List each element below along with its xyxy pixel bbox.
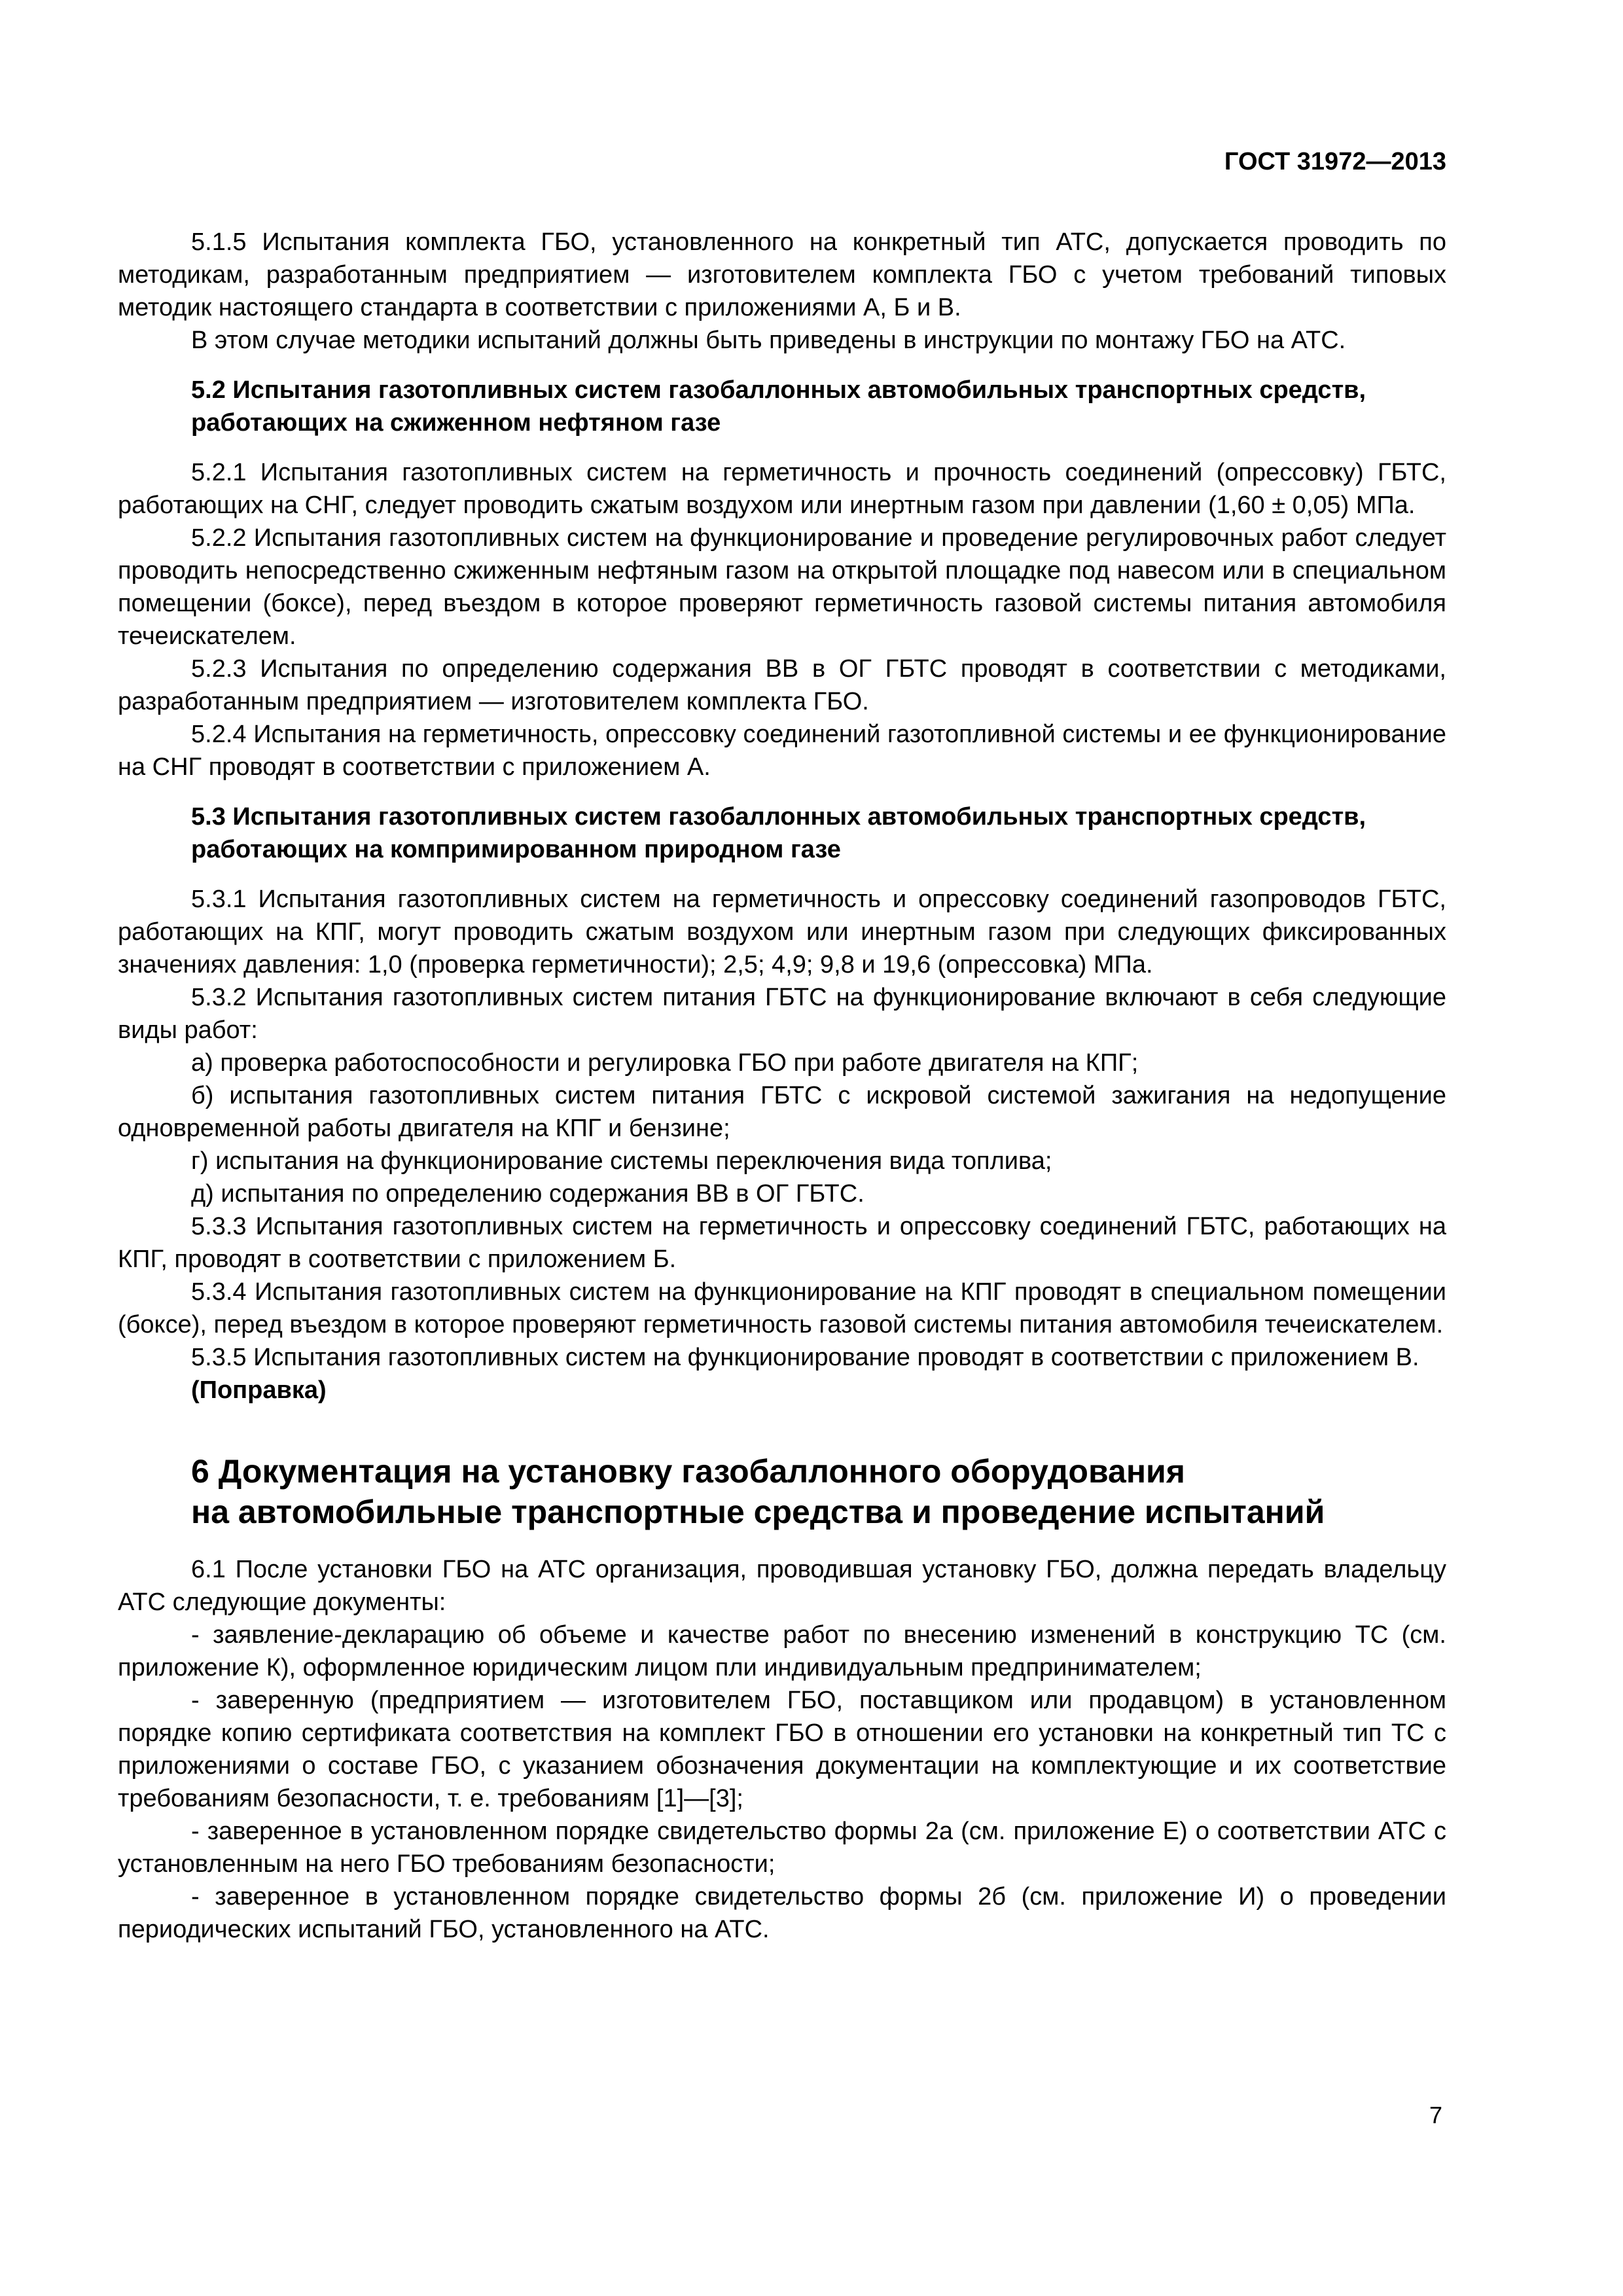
standard-code-header: ГОСТ 31972—2013: [1224, 148, 1446, 175]
chapter-heading-6-line1: 6 Документация на установку газобаллонного оборудования: [191, 1453, 1185, 1490]
list-item-5-3-2-a: а) проверка работоспособности и регулировка ГБО при работе двигателя на КПГ;: [191, 1049, 1139, 1077]
paragraph-5-2-2: 5.2.2 Испытания газотопливных систем на функционирование и проведение регулировочных работ следует проводить непосредственно сжиженным нефтяным газом на открытой площадке под навесом или в специальном помещении (боксе), перед въездом в которое проверяют герметичность газовой системы питания автомобиля течеискателем.: [118, 524, 1446, 650]
paragraph-5-1-5-note: В этом случае методики испытаний должны быть приведены в инструкции по монтажу ГБО на АТС.: [191, 327, 1346, 354]
paragraph-5-2-4: 5.2.4 Испытания на герметичность, опрессовку соединений газотопливной системы и ее функционирование на СНГ проводят в соответствии с приложением А.: [118, 721, 1446, 781]
paragraph-5-3-4: 5.3.4 Испытания газотопливных систем на функционирование на КПГ проводят в специальном помещении (боксе), перед въездом в которое проверяют герметичность газовой системы питания автомобиля течеискателем.: [118, 1278, 1446, 1338]
amendment-note: (Поправка): [191, 1376, 327, 1404]
paragraph-5-3-3: 5.3.3 Испытания газотопливных систем на герметичность и опрессовку соединений ГБТС, работающих на КПГ, проводят в соответствии с приложением Б.: [118, 1213, 1446, 1273]
chapter-heading-6: [118, 1451, 1446, 1532]
paragraph-5-3-5: 5.3.5 Испытания газотопливных систем на функционирование проводят в соответствии с приложением В.: [191, 1344, 1419, 1371]
list-item-6-1-declaration: - заявление-декларацию об объеме и качестве работ по внесению изменений в конструкцию ТС (см. приложение К), оформленное юридическим лицом пли индивидуальным предпринимателем;: [118, 1621, 1446, 1681]
paragraph-5-1-5: 5.1.5 Испытания комплекта ГБО, установленного на конкретный тип АТС, допускается проводить по методикам, разработанным предприятием — изготовителем комплекта ГБО с учетом требований типовых методик настоящего стандарта в соответствии с приложениями А, Б и В.: [118, 228, 1446, 321]
list-item-6-1-form-2b: - заверенное в установленном порядке свидетельство формы 2б (см. приложение И) о проведении периодических испытаний ГБО, установленного на АТС.: [118, 1883, 1446, 1943]
section-heading-5-2: 5.2 Испытания газотопливных систем газобаллонных автомобильных транспортных средств, работающих на сжиженном нефтяном газе: [191, 376, 1366, 437]
section-heading-5-3: 5.3 Испытания газотопливных систем газобаллонных автомобильных транспортных средств, работающих на компримированном природном газе: [191, 803, 1366, 863]
paragraph-5-2-1: 5.2.1 Испытания газотопливных систем на герметичность и прочность соединений (опрессовку) ГБТС, работающих на СНГ, следует проводить сжатым воздухом или инертным газом при давлении (1,60 ± 0,05) МПа.: [118, 459, 1446, 519]
paragraph-5-3-1: 5.3.1 Испытания газотопливных систем на герметичность и опрессовку соединений газопроводов ГБТС, работающих на КПГ, могут проводить сжатым воздухом или инертным газом при следующих фиксированных значениях давления: 1,0 (проверка герметичности); 2,5; 4,9; 9,8 и 19,6 (опрессовка) МПа.: [118, 886, 1446, 978]
paragraph-5-2-3: 5.2.3 Испытания по определению содержания ВВ в ОГ ГБТС проводят в соответствии с методиками, разработанным предприятием — изготовителем комплекта ГБО.: [118, 655, 1446, 715]
page-number: 7: [1429, 2102, 1442, 2128]
paragraph-6-1: 6.1 После установки ГБО на АТС организация, проводившая установку ГБО, должна передать владельцу АТС следующие документы:: [118, 1556, 1446, 1616]
list-item-6-1-form-2a: - заверенное в установленном порядке свидетельство формы 2а (см. приложение Е) о соответствии АТС с установленным на него ГБО требованиям безопасности;: [118, 1818, 1446, 1878]
list-item-5-3-2-b: б) испытания газотопливных систем питания ГБТС с искровой системой зажигания на недопущение одновременной работы двигателя на КПГ и бензине;: [118, 1082, 1446, 1142]
list-item-6-1-certificate-copy: - заверенную (предприятием — изготовителем ГБО, поставщиком или продавцом) в установленном порядке копию сертификата соответствия на комплект ГБО в отношении его установки на конкретный тип ТС с приложениями о составе ГБО, с указанием обозначения документации на комплектующие и их соответствие требованиям безопасности, т. е. требованиям [1]—[3];: [118, 1687, 1446, 1812]
document-body: [118, 226, 1446, 1946]
list-item-5-3-2-d: д) испытания по определению содержания ВВ в ОГ ГБТС.: [191, 1180, 865, 1208]
paragraph-5-3-2: 5.3.2 Испытания газотопливных систем питания ГБТС на функционирование включают в себя следующие виды работ:: [118, 984, 1446, 1044]
chapter-heading-6-line2: на автомобильные транспортные средства и проведение испытаний: [191, 1494, 1325, 1530]
list-item-5-3-2-g: г) испытания на функционирование системы переключения вида топлива;: [191, 1147, 1052, 1175]
